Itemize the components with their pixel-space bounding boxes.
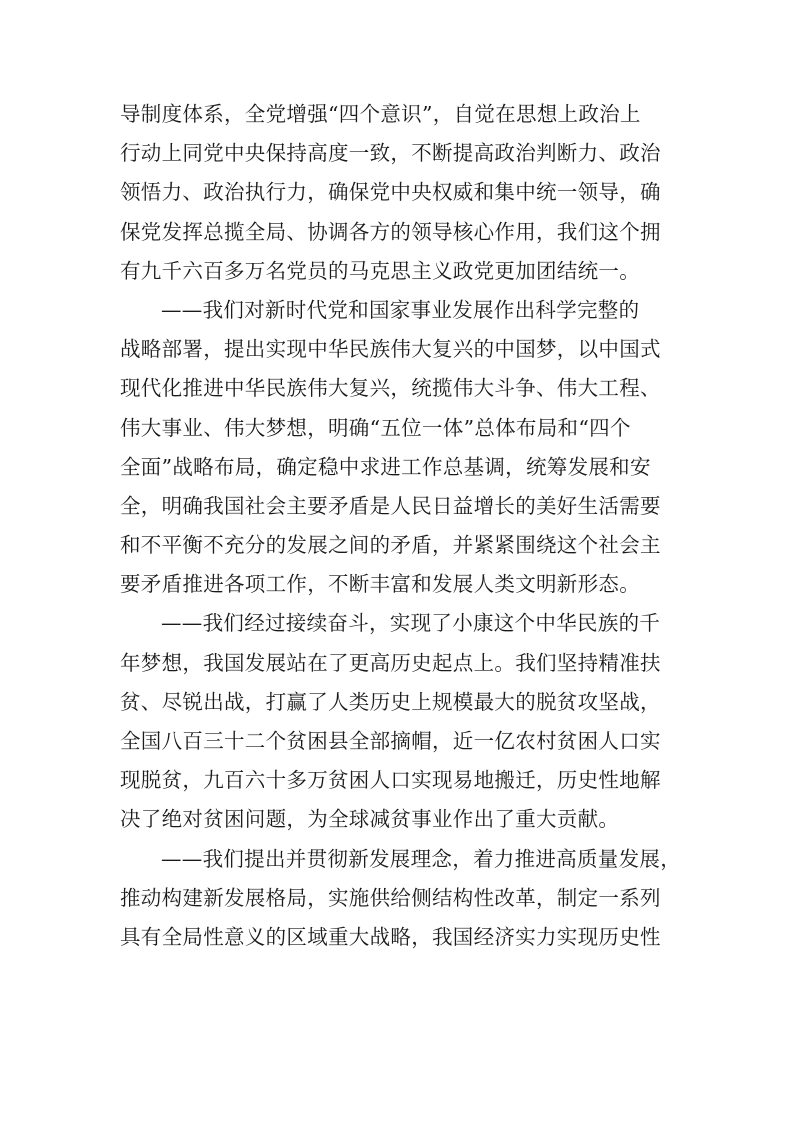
text-line: 伟大事业、伟大梦想，明确“五位一体”总体布局和“四个 xyxy=(120,415,631,440)
text-line: 决了绝对贫困问题，为全球减贫事业作出了重大贡献。 xyxy=(120,807,620,832)
text-line: 领悟力、政治执行力，确保党中央权威和集中统一领导，确 xyxy=(120,180,661,205)
text-line: 导制度体系，全党增强“四个意识”，自觉在思想上政治上 xyxy=(120,102,641,126)
text-line: 全国八百三十二个贫困县全部摘帽，近一亿农村贫困人口实 xyxy=(120,729,661,753)
text-line: 要矛盾推进各项工作，不断丰富和发展人类文明新形态。 xyxy=(120,572,640,597)
text-line: 年梦想，我国发展站在了更高历史起点上。我们坚持精准扶 xyxy=(120,650,661,675)
text-line: 全，明确我国社会主要矛盾是人民日益增长的美好生活需要 xyxy=(120,493,661,518)
text-line: 行动上同党中央保持高度一致，不断提高政治判断力、政治 xyxy=(120,141,661,166)
text-line: 保党发挥总揽全局、协调各方的领导核心作用，我们这个拥 xyxy=(120,219,661,244)
text-line: 全面”战略布局，确定稳中求进工作总基调，统筹发展和安 xyxy=(120,454,651,479)
text-line: 和不平衡不充分的发展之间的矛盾，并紧紧围绕这个社会主 xyxy=(120,533,661,558)
text-line: 现代化推进中华民族伟大复兴，统揽伟大斗争、伟大工程、 xyxy=(120,376,661,401)
paragraph-start-line: ——我们经过接续奋斗，实现了小康这个中华民族的千 xyxy=(161,611,661,636)
paragraph-start-line: ——我们对新时代党和国家事业发展作出科学完整的 xyxy=(161,297,640,322)
text-line: 现脱贫，九百六十多万贫困人口实现易地搬迁，历史性地解 xyxy=(120,768,661,793)
paragraph-start-line: ——我们提出并贯彻新发展理念，着力推进高质量发展， xyxy=(161,846,681,871)
body-text xyxy=(120,95,680,957)
text-line: 具有全局性意义的区域重大战略，我国经济实力实现历史性 xyxy=(120,924,661,949)
text-line: 贫、尽锐出战，打赢了人类历史上规模最大的脱贫攻坚战， xyxy=(120,689,661,714)
text-line: 有九千六百多万名党员的马克思主义政党更加团结统一。 xyxy=(120,258,640,283)
text-line: 推动构建新发展格局，实施供给侧结构性改革，制定一系列 xyxy=(120,885,661,910)
text-line: 战略部署，提出实现中华民族伟大复兴的中国梦，以中国式 xyxy=(120,337,661,362)
